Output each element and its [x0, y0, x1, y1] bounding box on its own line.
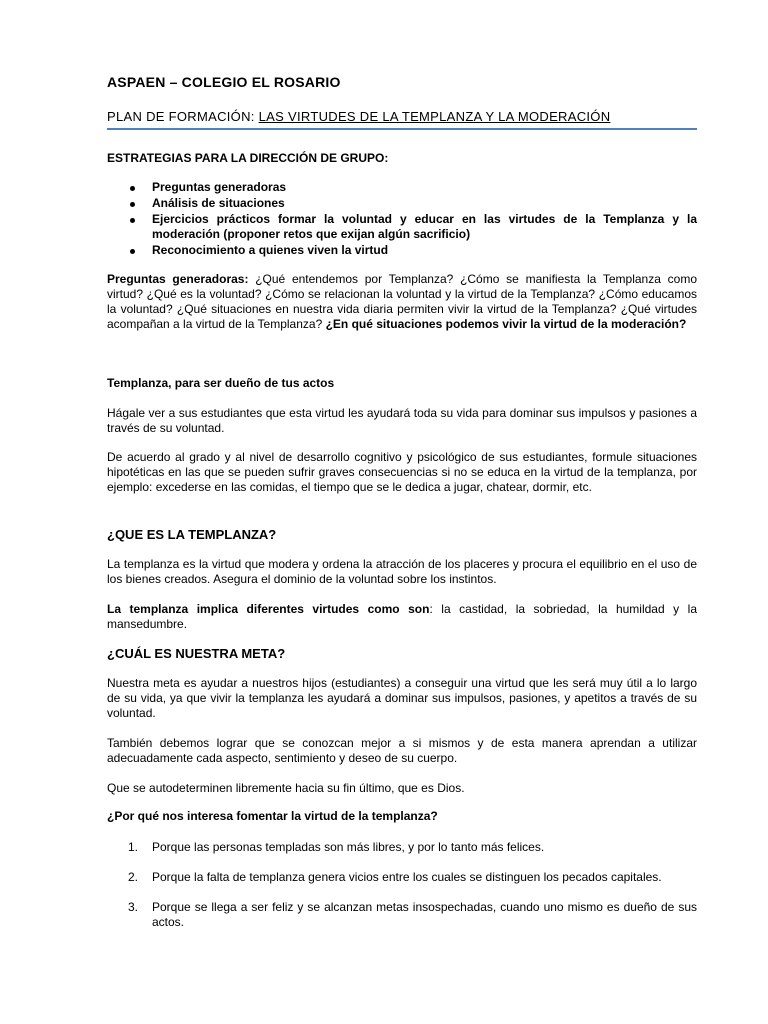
- strategies-heading: ESTRATEGIAS PARA LA DIRECCIÓN DE GRUPO:: [107, 151, 389, 165]
- list-item: 2. Porque la falta de templanza genera vicios entre los cuales se distinguen los pecados capitales.: [128, 870, 662, 884]
- list-item: Preguntas generadoras: [107, 180, 697, 195]
- reasons-heading: ¿Por qué nos interesa fomentar la virtud de la templanza?: [107, 809, 438, 823]
- questions-bold-tail: ¿En qué situaciones podemos vivir la virtud de la moderación?: [325, 317, 687, 331]
- paragraph: La templanza es la virtud que modera y ordena la atracción de los placeres y procura el equilibrio en el uso de los bienes creados. Asegura el dominio de la voluntad sobre los instintos.: [107, 557, 697, 586]
- paragraph: Nuestra meta es ayudar a nuestros hijos (estudiantes) a conseguir una virtud que les será muy útil a lo largo de su vida, ya que vivir la templanza les ayudará a dominar sus impulsos, pasiones, y apetitos a través de su voluntad.: [107, 676, 697, 720]
- plan-name: LAS VIRTUDES DE LA TEMPLANZA Y LA MODERACIÓN: [258, 109, 611, 124]
- section-heading-templanza: Templanza, para ser dueño de tus actos: [107, 376, 335, 390]
- paragraph: Que se autodeterminen libremente hacia su fin último, que es Dios.: [107, 781, 465, 795]
- list-item: 1. Porque las personas templadas son más libres, y por lo tanto más felices.: [128, 840, 545, 854]
- list-item: 3. Porque se llega a ser feliz y se alcanzan metas insospechadas, cuando uno mismo es dueño de sus actos.: [128, 900, 697, 929]
- bullet-icon: [130, 249, 135, 254]
- bullet-icon: [130, 218, 135, 223]
- questions-text: ¿Qué entendemos por Templanza? ¿Cómo se manifiesta la Templanza como virtud? ¿Qué es la voluntad? ¿Cómo se relacionan la voluntad y la virtud de la Templanza? ¿Cómo educamos la voluntad? ¿Qué situaciones en nuestra vida diaria permiten vivir la virtud de la Templanza? ¿Qué virtudes acompañan a la virtud de la Templanza?: [107, 272, 697, 331]
- bullet-icon: [130, 186, 135, 191]
- paragraph: También debemos lograr que se conozcan mejor a si mismos y de esta manera aprendan a utilizar adecuadamente cada aspecto, sentimiento y deseo de su cuerpo.: [107, 736, 697, 765]
- list-item: Ejercicios prácticos formar la voluntad y educar en las virtudes de la Templanza y la moderación (proponer retos que exijan algún sacrificio): [107, 212, 697, 242]
- reasons-list: [107, 900, 697, 930]
- questions-label: Preguntas generadoras:: [107, 272, 249, 286]
- bullet-icon: [130, 202, 135, 207]
- section-heading-meta: ¿CUÁL ES NUESTRA META?: [107, 646, 286, 661]
- paragraph: De acuerdo al grado y al nivel de desarrollo cognitivo y psicológico de sus estudiantes, formule situaciones hipotéticas en las que se pueden sufrir graves consecuencias si no se educa en la virtud de la templanza, por ejemplo: excederse en las comidas, el tiempo que se le dedica a jugar, chatear, dormir, etc.: [107, 450, 697, 494]
- plan-prefix: PLAN DE FORMACIÓN:: [107, 109, 259, 124]
- reasons-list: [107, 870, 697, 885]
- strategies-list: [107, 180, 697, 259]
- questions-paragraph: [107, 272, 697, 332]
- section-heading-que-es: ¿QUE ES LA TEMPLANZA?: [107, 527, 277, 542]
- plan-title: [107, 109, 610, 124]
- list-item: Análisis de situaciones: [107, 196, 697, 211]
- title-divider: [107, 128, 697, 130]
- reasons-list: [107, 840, 697, 855]
- paragraph: La templanza implica diferentes virtudes como son: la castidad, la sobriedad, la humildad y la mansedumbre.: [107, 602, 697, 631]
- list-item: Reconocimiento a quienes viven la virtud: [107, 243, 697, 258]
- virtues-label: La templanza implica diferentes virtudes como son: [107, 602, 430, 616]
- paragraph: Hágale ver a sus estudiantes que esta virtud les ayudará toda su vida para dominar sus impulsos y pasiones a través de su voluntad.: [107, 406, 697, 435]
- school-title: ASPAEN – COLEGIO EL ROSARIO: [107, 74, 341, 90]
